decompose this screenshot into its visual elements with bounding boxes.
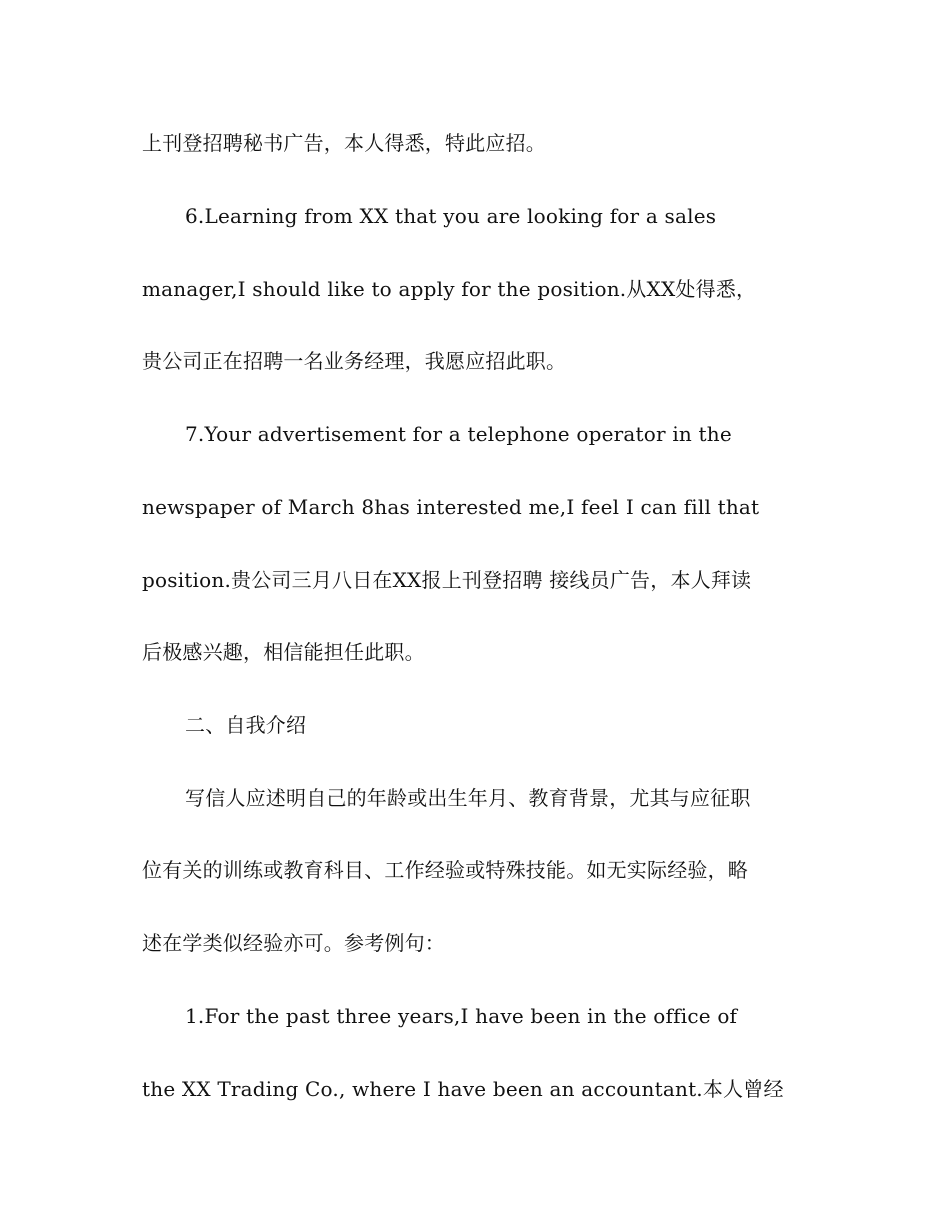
paragraph-line: 位有关的训练或教育科目、工作经验或特殊技能。如无实际经验，略 — [142, 858, 748, 882]
example-7-line: 7.Your advertisement for a telephone operator in the — [185, 422, 732, 446]
text-line: position.贵公司三月八日在XX报上刊登招聘 接线员广告，本人拜读 — [142, 568, 752, 592]
example-1-line: 1.For the past three years,I have been in the office of — [185, 1004, 738, 1028]
section-heading: 二、自我介绍 — [185, 713, 307, 737]
text-line: the XX Trading Co., where I have been an accountant.本人曾经 — [142, 1077, 784, 1101]
text-line: 后极感兴趣，相信能担任此职。 — [142, 640, 425, 664]
text-line: manager,I should like to apply for the position.从XX处得悉， — [142, 277, 757, 301]
text-line: 上刊登招聘秘书广告，本人得悉，特此应招。 — [142, 131, 546, 155]
text-line: newspaper of March 8has interested me,I feel I can fill that — [142, 495, 760, 519]
text-line: 贵公司正在招聘一名业务经理，我愿应招此职。 — [142, 349, 567, 373]
paragraph-line: 述在学类似经验亦可。参考例句： — [142, 931, 445, 955]
example-6-line: 6.Learning from XX that you are looking for a sales — [185, 204, 717, 228]
paragraph-line: 写信人应述明自己的年龄或出生年月、教育背景，尤其与应征职 — [185, 786, 751, 810]
